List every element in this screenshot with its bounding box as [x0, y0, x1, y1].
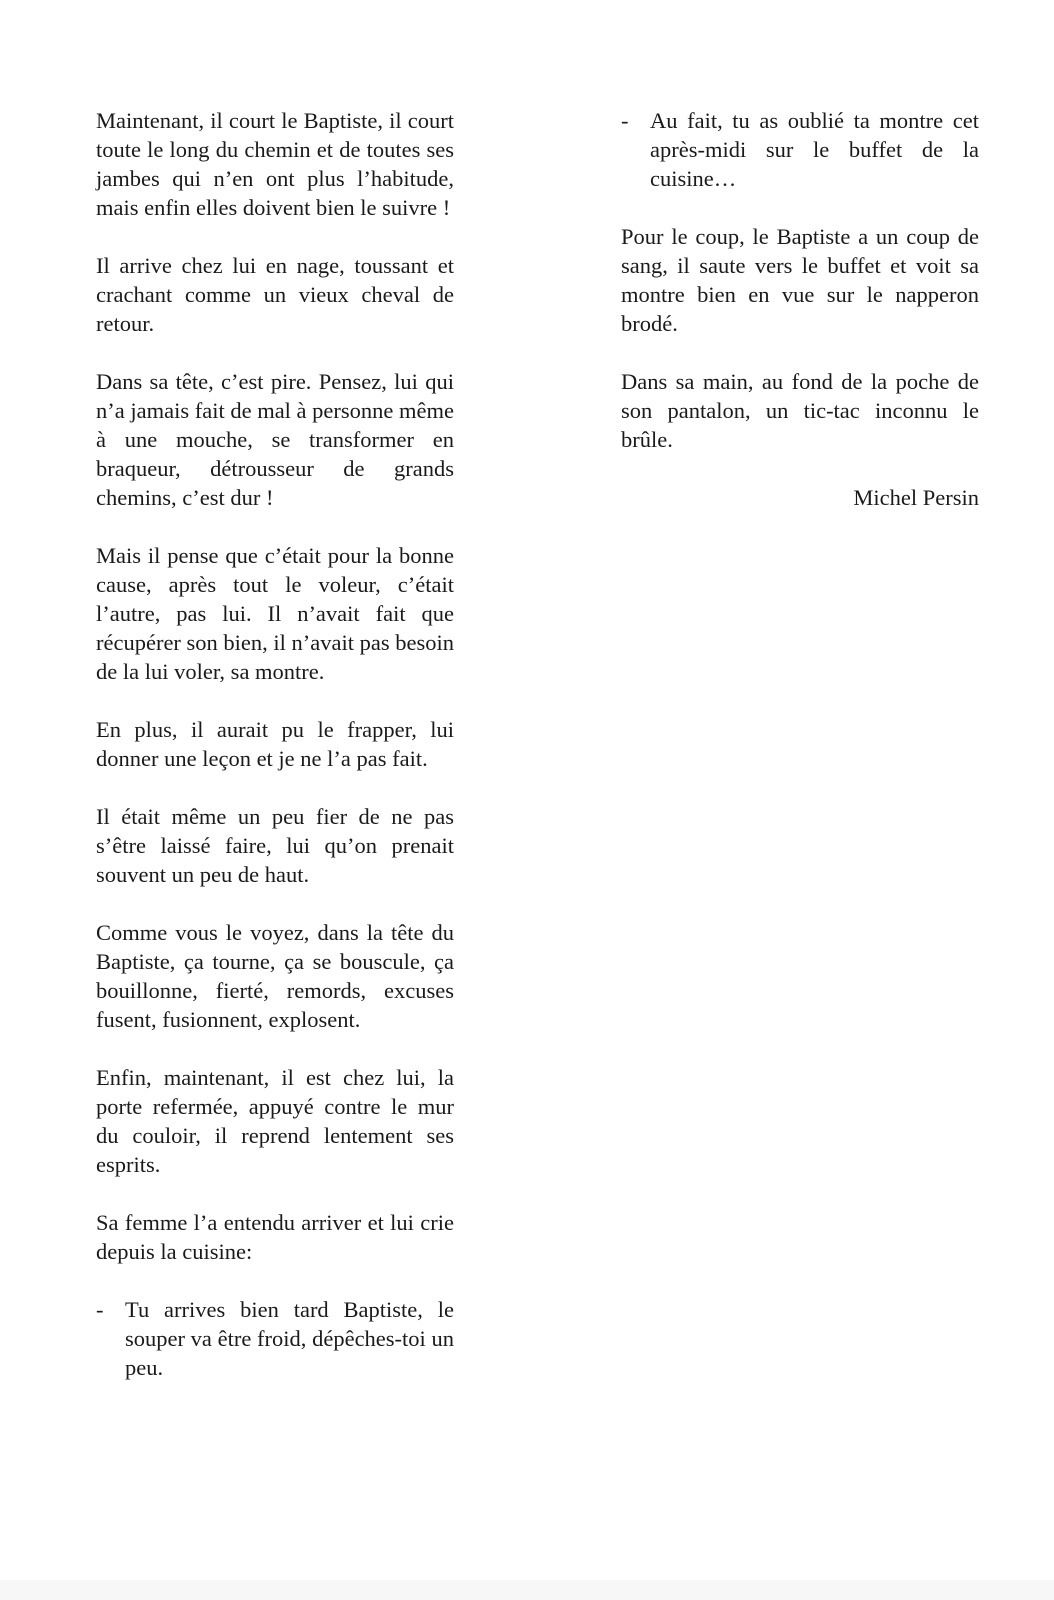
page-bottom-edge — [0, 1580, 1054, 1600]
left-text-column — [96, 106, 454, 1411]
dialogue-dash: - — [96, 1297, 104, 1322]
paragraph: Dans sa main, au fond de la poche de son pantalon, un tic-tac inconnu le brûle. — [621, 369, 979, 452]
paragraph: Dans sa tête, c’est pire. Pensez, lui qui n’a jamais fait de mal à personne même à une mouche, se transformer en braqueur, détrousseur de grands chemins, c’est dur ! — [96, 369, 454, 510]
paragraph: Maintenant, il court le Baptiste, il court toute le long du chemin et de toutes ses jambes qui n’en ont plus l’habitude, mais enfin elles doivent bien le suivre ! — [96, 108, 454, 220]
paragraph: Comme vous le voyez, dans la tête du Baptiste, ça tourne, ça se bouscule, ça bouillonne, fierté, remords, excuses fusent, fusionnent, explosent. — [96, 920, 454, 1032]
author-signature: Michel Persin — [853, 485, 979, 510]
dialogue-line — [96, 1295, 454, 1382]
paragraph: Sa femme l’a entendu arriver et lui crie depuis la cuisine: — [96, 1210, 454, 1264]
paragraph: Il arrive chez lui en nage, toussant et crachant comme un vieux cheval de retour. — [96, 253, 454, 336]
paragraph: Enfin, maintenant, il est chez lui, la porte refermée, appuyé contre le mur du couloir, il reprend lentement ses esprits. — [96, 1065, 454, 1177]
right-text-column — [621, 106, 979, 512]
dialogue-dash: - — [621, 108, 629, 133]
paragraph: Pour le coup, le Baptiste a un coup de sang, il saute vers le buffet et voit sa montre bien en vue sur le napperon brodé. — [621, 224, 979, 336]
dialogue-text: Au fait, tu as oublié ta montre cet après-midi sur le buffet de la cuisine… — [650, 108, 979, 191]
paragraph: Mais il pense que c’était pour la bonne cause, après tout le voleur, c’était l’autre, pas lui. Il n’avait fait que récupérer son bien, il n’avait pas besoin de la lui voler, sa montre. — [96, 543, 455, 684]
dialogue-text: Tu arrives bien tard Baptiste, le souper va être froid, dépêches-toi un peu. — [125, 1297, 454, 1380]
paragraph: En plus, il aurait pu le frapper, lui donner une leçon et je ne l’a pas fait. — [96, 717, 454, 771]
dialogue-line — [621, 106, 979, 193]
paragraph: Il était même un peu fier de ne pas s’être laissé faire, lui qu’on prenait souvent un peu de haut. — [96, 804, 454, 887]
